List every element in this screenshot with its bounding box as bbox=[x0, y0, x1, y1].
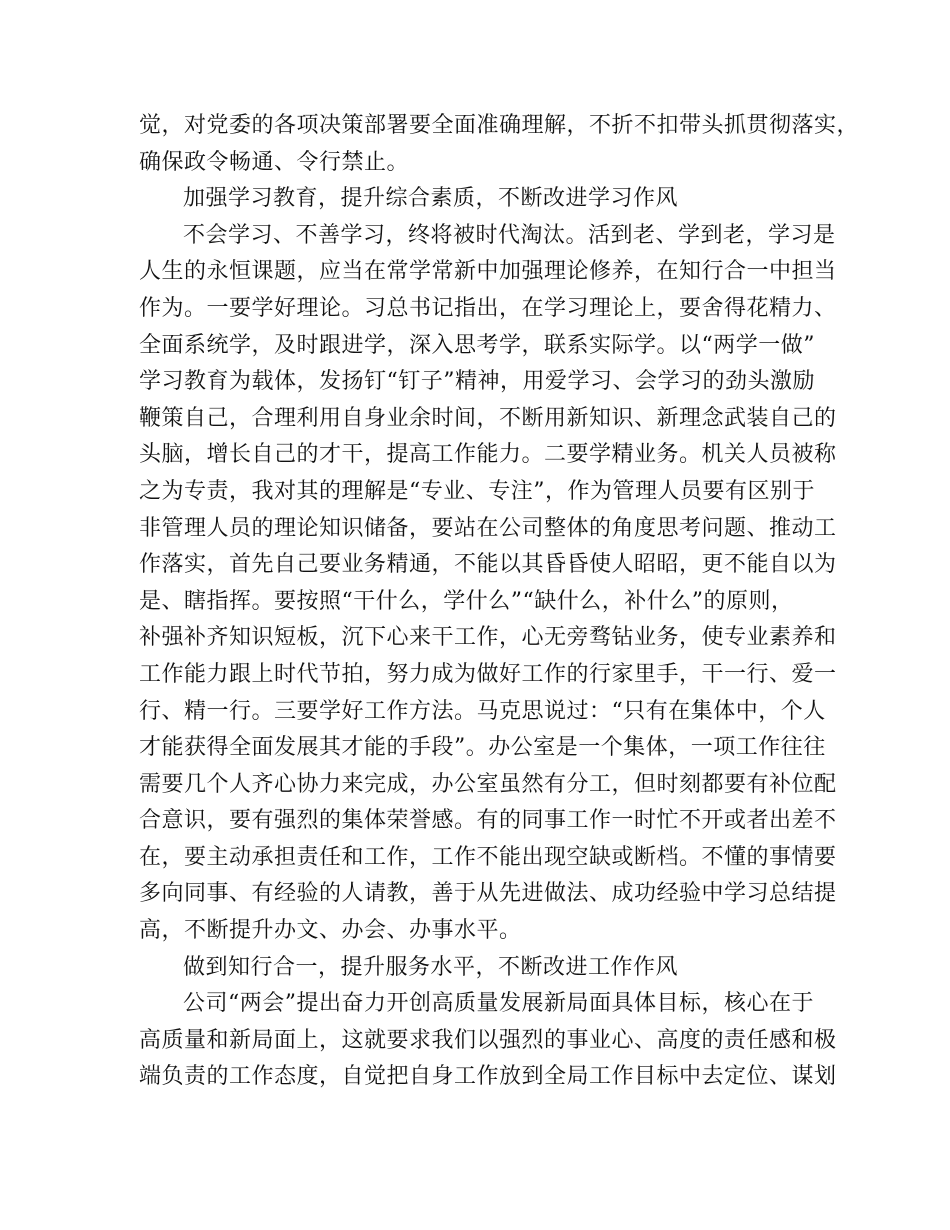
paragraph-first-line: 加强学习教育，提升综合素质，不断改进学习作风 bbox=[183, 186, 679, 212]
text-line: 行、精一行。三要学好工作方法。马克思说过：“只有在集体中，个人 bbox=[139, 698, 826, 724]
text-line: 全面系统学，及时跟进学，深入思考学，联系实际学。以“两学一做” bbox=[139, 332, 815, 358]
text-line: 工作能力跟上时代节拍，努力成为做好工作的行家里手，干一行、爱一 bbox=[139, 661, 837, 687]
document-body bbox=[139, 108, 860, 1096]
paragraph-first-line: 公司“两会”提出奋力开创高质量发展新局面具体目标，核心在于 bbox=[183, 991, 814, 1017]
text-line: 多向同事、有经验的人请教，善于从先进做法、成功经验中学习总结提 bbox=[139, 881, 837, 907]
text-line: 在，要主动承担责任和工作，工作不能出现空缺或断档。不懂的事情要 bbox=[139, 844, 837, 870]
text-line: 高质量和新局面上，这就要求我们以强烈的事业心、高度的责任感和极 bbox=[139, 1027, 837, 1053]
text-line: 才能获得全面发展其才能的手段”。办公室是一个集体，一项工作往往 bbox=[139, 735, 826, 761]
text-line: 鞭策自己，合理利用自身业余时间，不断用新知识、新理念武装自己的 bbox=[139, 405, 837, 431]
text-line: 是、瞎指挥。要按照“干什么，学什么”“缺什么，补什么”的原则， bbox=[139, 588, 794, 614]
text-line: 需要几个人齐心协力来完成，办公室虽然有分工，但时刻都要有补位配 bbox=[139, 771, 837, 797]
paragraph-first-line: 不会学习、不善学习，终将被时代淘汰。活到老、学到老，学习是 bbox=[183, 222, 836, 248]
text-line: 端负责的工作态度，自觉把自身工作放到全局工作目标中去定位、谋划 bbox=[139, 1064, 837, 1090]
text-line: 高，不断提升办文、办会、办事水平。 bbox=[139, 918, 522, 944]
text-line: 确保政令畅通、令行禁止。 bbox=[139, 149, 410, 175]
text-line: 头脑，增长自己的才干，提高工作能力。二要学精业务。机关人员被称 bbox=[139, 442, 837, 468]
text-line: 作为。一要学好理论。习总书记指出，在学习理论上，要舍得花精力、 bbox=[139, 295, 837, 321]
text-line: 人生的永恒课题，应当在常学常新中加强理论修养，在知行合一中担当 bbox=[139, 259, 837, 285]
text-line: 之为专责，我对其的理解是“专业、专注”，作为管理人员要有区别于 bbox=[139, 478, 815, 504]
text-line: 作落实，首先自己要业务精通，不能以其昏昏使人昭昭，更不能自以为 bbox=[139, 552, 837, 578]
paragraph-first-line: 做到知行合一，提升服务水平，不断改进工作作风 bbox=[183, 954, 679, 980]
text-line: 合意识，要有强烈的集体荣誉感。有的同事工作一时忙不开或者出差不 bbox=[139, 808, 837, 834]
text-line: 觉，对党委的各项决策部署要全面准确理解，不折不扣带头抓贯彻落实， bbox=[139, 113, 860, 138]
text-line: 学习教育为载体，发扬钉“钉子”精神，用爱学习、会学习的劲头激励 bbox=[139, 369, 815, 395]
text-line: 非管理人员的理论知识储备，要站在公司整体的角度思考问题、推动工 bbox=[139, 515, 837, 541]
text-line: 补强补齐知识短板，沉下心来干工作，心无旁骛钻业务，使专业素养和 bbox=[139, 625, 837, 651]
